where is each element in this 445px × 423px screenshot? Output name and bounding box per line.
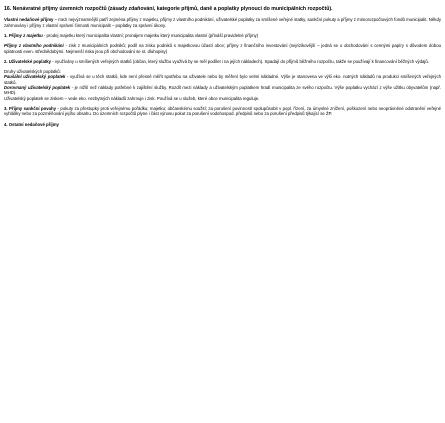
term-pausalni-poplatek: Paušální uživatelský poplatek bbox=[4, 74, 66, 80]
poplatek-se-ziskem: Uživatelský poplatek se ziskem – vede eko. nezbytných nákladů zahrnuje i zisk. Používá se u služeb, které obce municipalita reguluje. bbox=[4, 95, 260, 101]
term-ostatni-nedanove-prijmy: Ostatní nedaňové příjmy bbox=[8, 121, 59, 127]
item-number-4: 4. bbox=[4, 121, 8, 127]
paragraph-vlastni-nedanove-prijmy bbox=[4, 17, 441, 28]
term-dorovnany-poplatek: Dorovnaný uživatelský poplatek bbox=[4, 85, 71, 91]
list-item-prijmy-z-majetku bbox=[4, 33, 441, 38]
definition-uzivatelske-poplatky: - využívány u smíšených veřejných statků (občan, který službu využívá by se měl podílet i na jejích nákladech). Spadají do příjmů běžného rozpočtu, takže se používají k financování běžných výdajů. bbox=[52, 58, 429, 64]
term-vlastni-nedanove-prijmy: Vlastní nedaňové příjmy bbox=[4, 17, 54, 23]
list-item-uzivatelske-poplatky bbox=[4, 59, 441, 64]
term-uzivatelske-poplatky: Uživatelské poplatky bbox=[8, 58, 52, 64]
list-item-ostatni-nedanove-prijmy bbox=[4, 122, 441, 127]
term-prijmy-z-podnikani: Příjmy z vlastního podnikání bbox=[4, 43, 64, 49]
list-item-prijmy-z-podnikani bbox=[4, 43, 441, 54]
item-number-1: 1. bbox=[4, 33, 8, 38]
definition-prijmy-z-podnikani: - zisk z municipálních podniků; podíl na zisku podniků s majetkovou účastí obce; příjmy z finančního investování (nejrizikovější – jedná se o obchodování s cennými papíry s důvodem dobou splatnosti even. střednědobými. Nejmenší riska jsou při obchodování se st. dluhopisy) bbox=[4, 43, 441, 54]
definition-dorovnany-poplatek: - je nižší než náklady potřebné k zajištění služby. Rozdíl mezi náklady a uživatelským poplatkem hradí municipalita ze svého rozpočtu. Výše poplatku vychází z výše užitku obyvatelům (např. MHD). bbox=[4, 85, 441, 96]
definition-prijmy-z-majetku: - prodej majetku který municipalita vlastní; pronájem majetku který municipalita vlastní (přináší pravidelné příjmy) bbox=[43, 33, 259, 38]
definition-prijmy-sankcni-povahy: - pokuty za přestupky proti veřejnému pořádku; majetku; občanskému soužití; za porušení povinností spolupůsobit v popl. řízení, za úmyslné znížení, poškození nebo neoprávněné odstranění veřejné vyhlášky nebo za pozměňování jejího obsahu. Do územních rozpočtů plyne i část výnosu pokut za porušení vodohospod. předpisů nebo za porušení předpisů týkající se ŽP. bbox=[4, 105, 441, 117]
item-number-2: 2. bbox=[4, 58, 8, 64]
list-item-prijmy-sankcni-povahy bbox=[4, 106, 441, 117]
document-page bbox=[4, 6, 441, 132]
druhy-poplatku-block bbox=[4, 69, 441, 101]
section-heading: 16. Nenávratné příjmy územních rozpočtů (zásady zdaňování, kategorie příjmů, daně a poplatky plynoucí do municipálních rozpočtů). bbox=[4, 6, 333, 12]
item-number-3: 3. bbox=[4, 105, 8, 111]
term-prijmy-z-majetku: Příjmy z majetku bbox=[8, 33, 43, 38]
dorovnany-poplatek bbox=[4, 85, 441, 96]
druhy-poplatku-title: Druhy uživatelských poplatků: bbox=[4, 69, 61, 75]
definition-vlastni-nedanove-prijmy: – mezi nejvýznamnější patří zejména příjmy z majetku, příjmy z vlastního podnikání, uživatelské poplatky za smíšené veřejné statky, sankční pokuty a příjmy z mimorozpočtových fondů municipalit. Někdy zahrnovány i příjmy z vlastní správní činnosti municipalit – poplatky za správní úkony. bbox=[4, 17, 441, 28]
pausalni-poplatek bbox=[4, 74, 441, 85]
term-prijmy-sankcni-povahy: Příjmy sankční povahy bbox=[9, 105, 57, 111]
definition-pausalni-poplatek: - využívá se u těch statků, kde není přesně měřit spotřebu na uživatele nebo by měření bylo velmi nákladné. Výše je stanovena ve výši eko. nutných nákladů na produkci smíšených veřejných statků. bbox=[4, 74, 441, 85]
